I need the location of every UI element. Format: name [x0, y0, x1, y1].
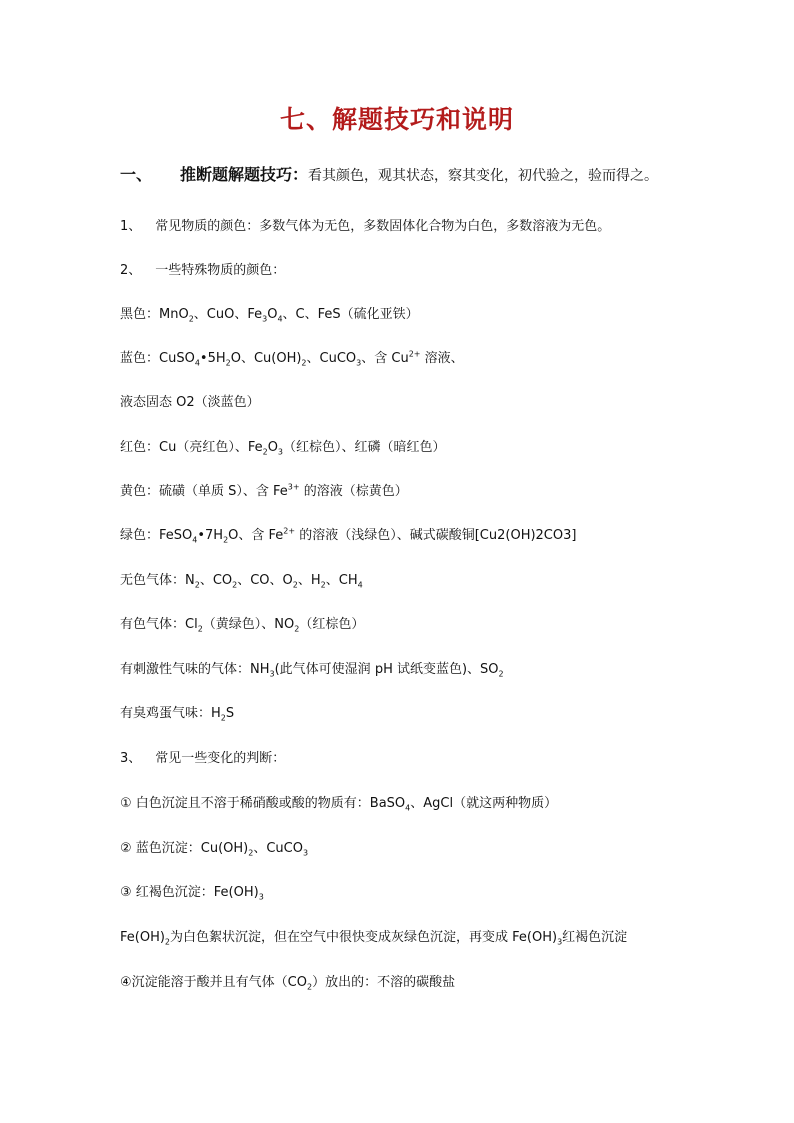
- subscript: 3: [258, 892, 264, 902]
- item-number: 2、: [120, 263, 142, 278]
- subscript: 2: [225, 358, 231, 368]
- section-label: 推断题解题技巧：: [180, 165, 309, 184]
- text: 、CuCO: [306, 351, 357, 366]
- line-change-1: [120, 792, 557, 811]
- text: 为白色絮状沉淀，但在空气中很快变成灰绿色沉淀，再变成 Fe(OH): [170, 930, 558, 945]
- line-black: [120, 303, 419, 322]
- subscript: 2: [194, 580, 200, 590]
- text: 黑色：MnO: [120, 307, 189, 322]
- text: 无色气体：N: [120, 573, 195, 588]
- line-irritant-gases: [120, 658, 504, 677]
- line-colorless-gases: [120, 569, 363, 588]
- text: O、Cu(OH): [230, 351, 302, 366]
- text: ② 蓝色沉淀：Cu(OH): [120, 841, 249, 856]
- text: 、CuCO: [253, 841, 303, 856]
- text: 、CO、O: [237, 573, 293, 588]
- text: 红褐色沉淀: [562, 930, 628, 945]
- item-text: 一些特殊物质的颜色：: [155, 263, 286, 278]
- text: O: [267, 307, 278, 322]
- text: •5H: [199, 351, 226, 366]
- text: 蓝色：CuSO: [120, 351, 195, 366]
- text: 、CH: [325, 573, 358, 588]
- subscript: 3: [557, 937, 563, 947]
- text: 黄色：硫磺（单质 S）、含 Fe: [120, 484, 288, 499]
- text: 、CuO、Fe: [193, 307, 263, 322]
- section-heading: [120, 162, 658, 185]
- line-feoh: [120, 926, 627, 945]
- line-rotten-egg: [120, 702, 234, 721]
- text: 有臭鸡蛋气味：H: [120, 706, 221, 721]
- text: 红色：Cu（亮红色）、Fe: [120, 440, 263, 455]
- item-number: 1、: [120, 219, 142, 234]
- text: 有刺激性气味的气体：NH: [120, 662, 270, 677]
- text: ）放出的：不溶的碳酸盐: [312, 975, 456, 990]
- line-change-2: [120, 837, 308, 856]
- text: 、含 Cu: [361, 351, 409, 366]
- text: ③ 红褐色沉淀：Fe(OH): [120, 885, 259, 900]
- line-red: [120, 436, 446, 455]
- superscript: 2+: [283, 526, 296, 536]
- subscript: 2: [292, 580, 298, 590]
- text: 溶液、: [420, 351, 464, 366]
- subscript: 4: [277, 314, 283, 324]
- subscript: 2: [498, 669, 504, 679]
- subscript: 2: [197, 624, 203, 634]
- item-number: 3、: [120, 751, 142, 766]
- section-description: 看其颜色，观其状态，察其变化，初代验之，验而得之。: [308, 168, 659, 184]
- text: 绿色：FeSO: [120, 528, 193, 543]
- text: （红棕色）、红磷（暗红色）: [283, 440, 446, 455]
- line-green: [120, 524, 576, 543]
- subscript: 2: [220, 713, 226, 723]
- line-blue: [120, 347, 464, 366]
- subscript: 3: [303, 848, 309, 858]
- superscript: 2+: [408, 349, 421, 359]
- subscript: 2: [306, 982, 313, 992]
- subscript: 3: [356, 358, 362, 368]
- text: O、含 Fe: [228, 528, 284, 543]
- text: 的溶液（浅绿色）、碱式碳酸铜[Cu2(OH)2CO3]: [295, 528, 577, 543]
- line-change-4: [120, 971, 455, 990]
- line-change-3: [120, 881, 264, 900]
- page-title: 七、解题技巧和说明: [279, 105, 514, 134]
- text: O: [267, 440, 278, 455]
- text: ① 白色沉淀且不溶于稀硝酸或酸的物质有：BaSO: [120, 796, 406, 811]
- item-3: [120, 747, 285, 766]
- subscript: 2: [301, 358, 307, 368]
- line-liquid-oxygen: [120, 391, 260, 410]
- subscript: 2: [294, 624, 300, 634]
- subscript: 2: [248, 848, 254, 858]
- subscript: 2: [262, 447, 268, 457]
- text: ④沉淀能溶于酸并且有气体（CO: [120, 975, 307, 990]
- text: Fe(OH): [120, 930, 165, 945]
- text: •7H: [197, 528, 224, 543]
- text: (此气体可使湿润 pH 试纸变蓝色)、SO: [274, 662, 499, 677]
- line-yellow: [120, 480, 408, 499]
- section-number: 一、: [120, 165, 153, 184]
- text: 、CO: [199, 573, 233, 588]
- subscript: 3: [277, 447, 284, 457]
- subscript: 4: [192, 535, 198, 545]
- subscript: 2: [232, 580, 238, 590]
- line-colored-gases: [120, 613, 364, 632]
- text: （黄绿色）、NO: [202, 617, 295, 632]
- superscript: 3+: [287, 482, 300, 492]
- item-2: [120, 259, 285, 278]
- subscript: 2: [223, 535, 229, 545]
- subscript: 4: [194, 358, 200, 368]
- subscript: 4: [405, 803, 411, 813]
- text: 的溶液（棕黄色）: [299, 484, 408, 499]
- subscript: 2: [164, 937, 171, 947]
- item-text: 常见一些变化的判断：: [155, 751, 286, 766]
- item-text: 常见物质的颜色：多数气体为无色，多数固体化合物为白色，多数溶液为无色。: [155, 219, 611, 234]
- text: （红棕色）: [299, 617, 365, 632]
- text: 液态固态 O2（淡蓝色）: [120, 395, 260, 410]
- text: 、AgCl（就这两种物质）: [410, 796, 558, 811]
- text: 、C、FeS（硫化亚铁）: [282, 307, 419, 322]
- subscript: 3: [262, 314, 268, 324]
- text: S: [225, 706, 235, 721]
- text: 有色气体：Cl: [120, 617, 198, 632]
- text: 、H: [297, 573, 321, 588]
- subscript: 4: [357, 580, 363, 590]
- item-1: [120, 215, 610, 234]
- subscript: 2: [320, 580, 326, 590]
- subscript: 3: [269, 669, 275, 679]
- subscript: 2: [188, 314, 194, 324]
